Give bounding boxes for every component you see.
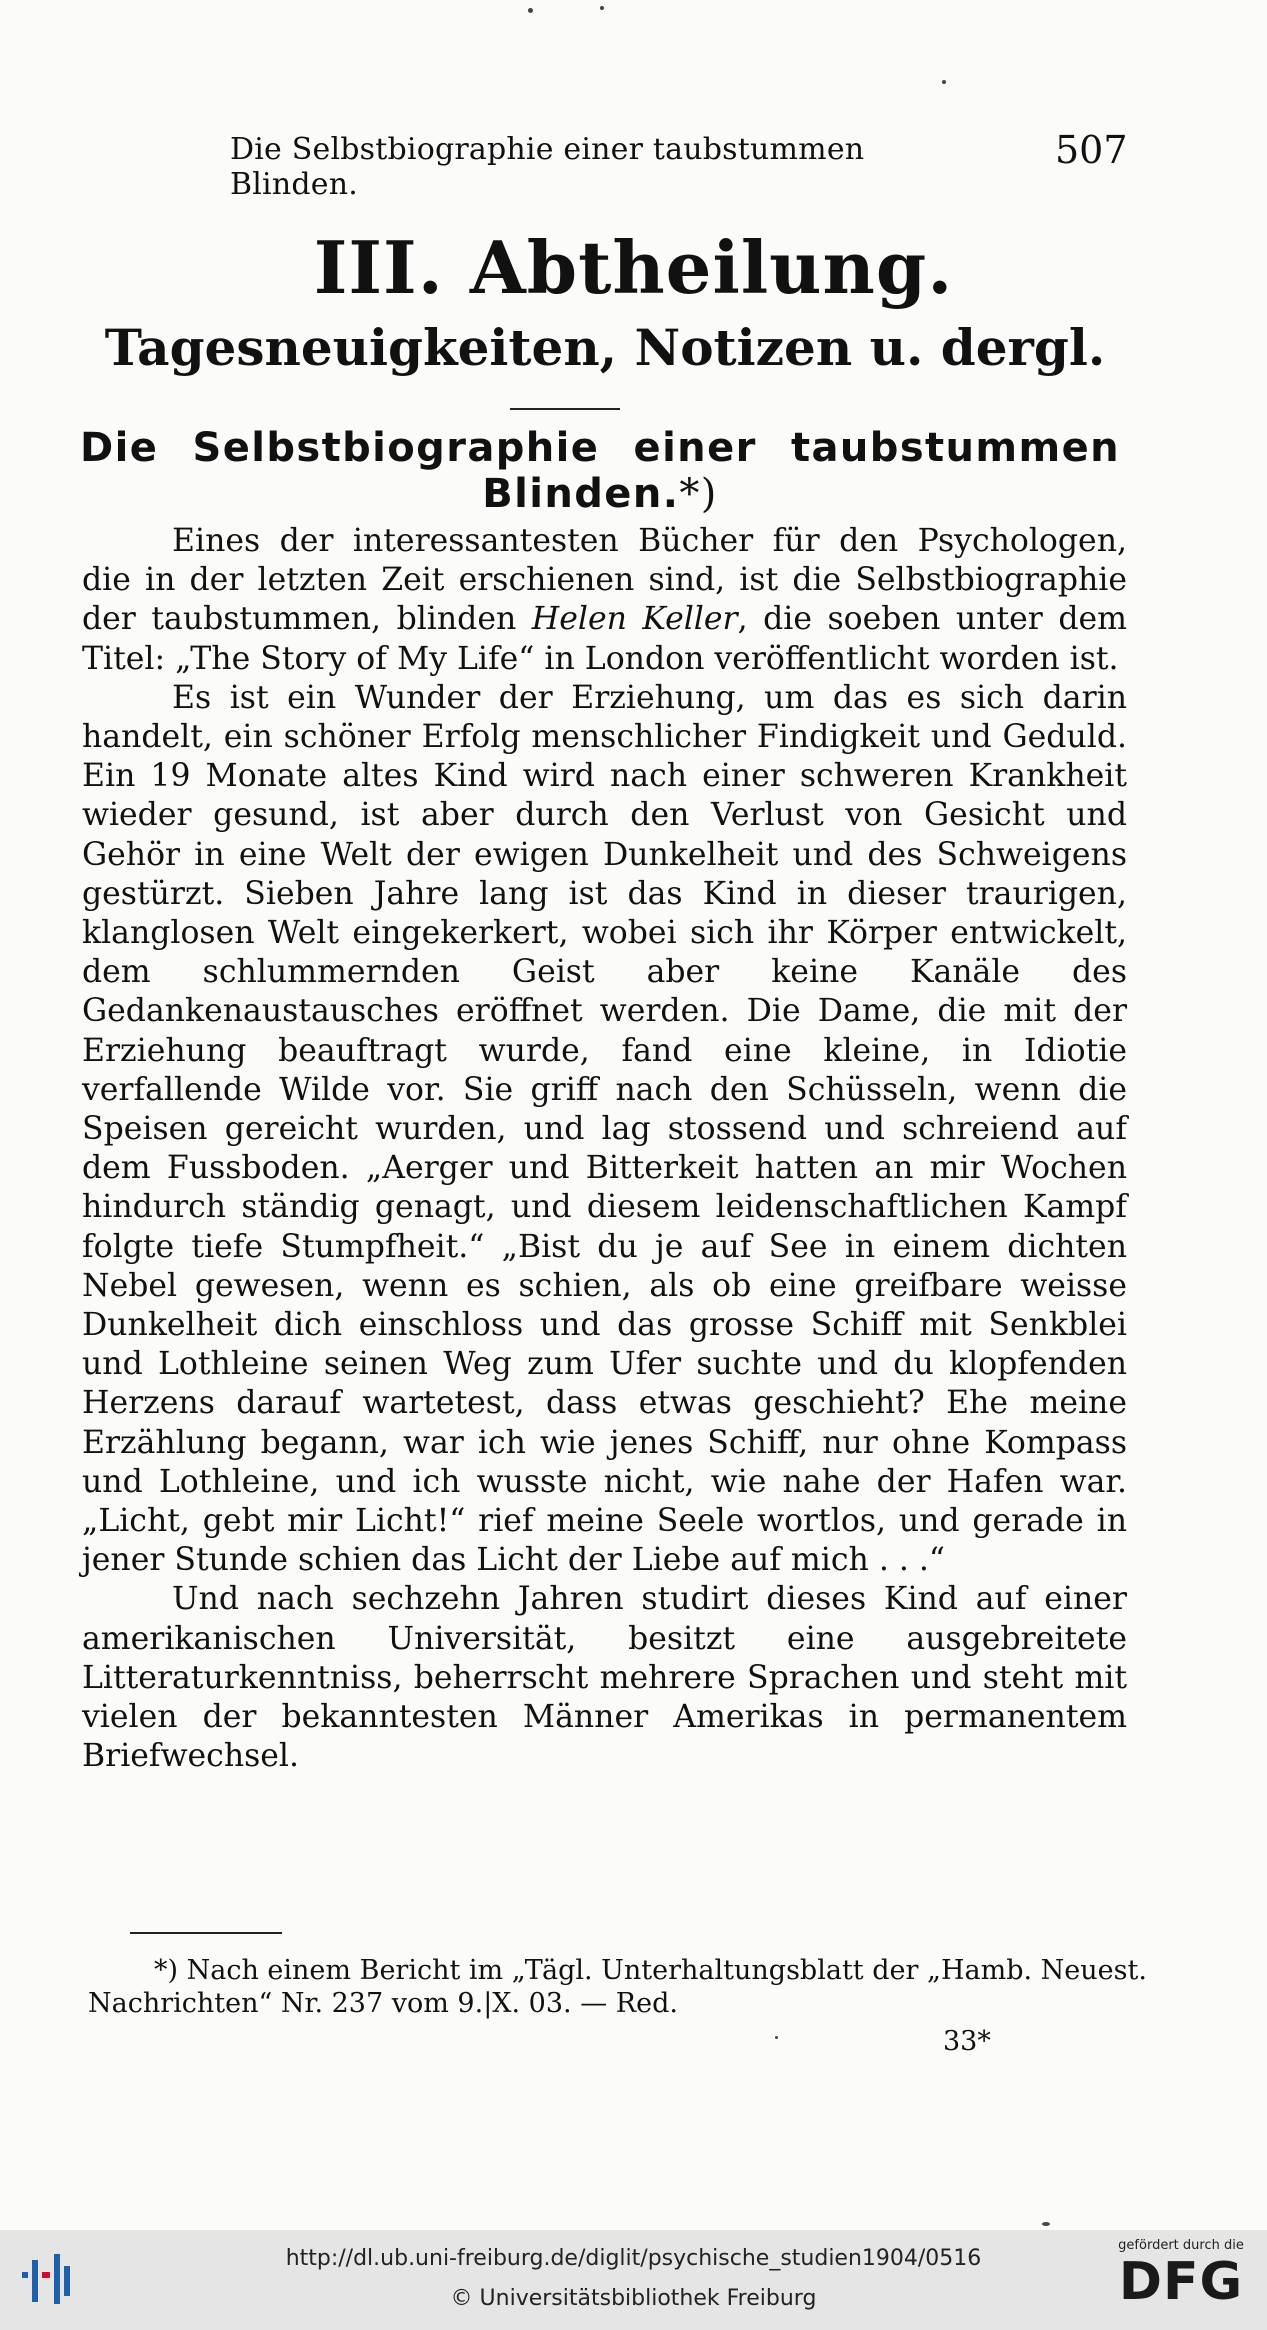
section-title: III. Abtheilung.: [313, 225, 954, 310]
scan-speck: [942, 80, 946, 84]
person-name: Helen Keller: [531, 601, 738, 638]
footnote: *) Nach einem Bericht im „Tägl. Unterhaltungsblatt der „Hamb. Neuest. Nachrichten“ Nr. 237 vom 9.|X. 03. — Red.: [88, 1955, 1147, 2019]
article-body: [82, 522, 1127, 1777]
paragraph-1-part-a: Eines der interessantesten Bücher für den Psychologen, die in der letzten Zeit erschienen sind, ist die Selbstbiographie der taubstummen, blinden: [82, 523, 1127, 638]
scan-speck: [528, 8, 533, 13]
running-head: Die Selbstbiographie einer taubstummen Blinden.: [230, 132, 865, 202]
dfg-logo[interactable]: DFG: [1118, 2252, 1244, 2312]
footnote-rule: [130, 1932, 282, 1934]
scan-speck: [600, 6, 604, 10]
viewer-footer: [0, 2230, 1267, 2330]
paragraph-3: Und nach sechzehn Jahren studirt dieses Kind auf einer amerikanischen Universität, besitzt eine ausgebreitete Litteraturkenntniss, beherrscht mehrere Sprachen und steht mit vielen der bekanntesten Männer Amerikas in permanentem Briefwechsel.: [82, 1581, 1127, 1775]
dfg-caption: gefördert durch die: [1118, 2238, 1244, 2253]
divider-rule: [510, 408, 620, 410]
signature-mark: 33*: [943, 2026, 991, 2057]
article-title-text: Die Selbstbiographie einer taubstummen Blinden.: [80, 425, 1120, 517]
paragraph-1-part-b: , die soeben unter dem Titel: „The Story of My Life“ in London veröffentlicht worden ist.: [82, 601, 1128, 677]
paragraph-2: Es ist ein Wunder der Erziehung, um das es sich darin handelt, ein schöner Erfolg menschlicher Findigkeit und Geduld. Ein 19 Monate altes Kind wird nach einer schweren Krankheit wieder gesund, ist aber durch den Verlust von Gesicht und Gehör in eine Welt der ewigen Dunkelheit und des Schweigens gestürzt. Sieben Jahre lang ist das Kind in dieser traurigen, klanglosen Welt eingekerkert, wobei sich ihr Körper entwickelt, dem schlummernden Geist aber keine Kanäle des Gedankenaustausches eröffnet werden. Die Dame, die mit der Erziehung beauftragt wurde, fand eine kleine, in Idiotie verfallende Wilde vor. Sie griff nach den Schüsseln, wenn die Speisen gereicht wurden, und lag stossend und schreiend auf dem Fussboden. „Aerger und Bitterkeit hatten an mir Wochen hindurch ständig genagt, und diesem leidenschaftlichen Kampf folgte tiefe Stumpfheit.“ „Bist du je auf See in einem dichten Nebel gewesen, wenn es schien, als ob eine greifbare weisse Dunkelheit dich einschloss und das grosse Schiff mit Senkblei und Lothleine seinen Weg zum Ufer suchte und du klopfenden Herzens darauf wartetest, dass etwas geschieht? Ehe meine Erzählung begann, war ich wie jenes Schiff, nur ohne Kompass und Lothleine, und ich wusste nicht, wie nahe der Hafen war. „Licht, gebt mir Licht!“ rief meine Seele wortlos, und gerade in jener Stunde schien das Licht der Liebe auf mich . . .“: [82, 679, 1127, 1579]
paragraph-1: [82, 522, 1127, 679]
scan-speck: [1042, 2222, 1050, 2226]
dfg-funding: [1115, 2238, 1247, 2310]
footnote-reference: *): [679, 471, 718, 517]
copyright-notice: © Universitätsbibliothek Freiburg: [450, 2286, 817, 2311]
article-title: [80, 425, 1120, 517]
page-number: 507: [1055, 128, 1128, 172]
section-subtitle: Tagesneuigkeiten, Notizen u. dergl.: [104, 318, 1106, 377]
scan-speck: [775, 2036, 778, 2039]
permalink[interactable]: http://dl.ub.uni-freiburg.de/diglit/psychische_studien1904/0516: [285, 2246, 982, 2271]
